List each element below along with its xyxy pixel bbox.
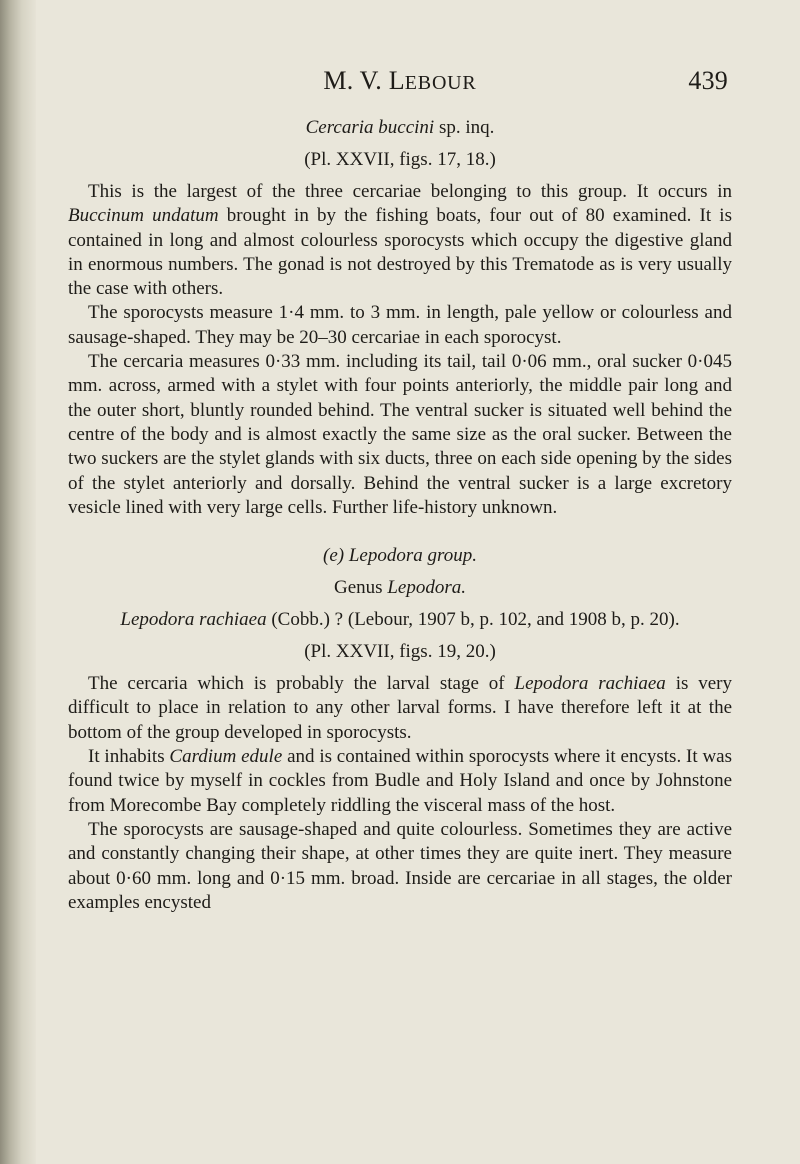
text-run: and is contained within sporocysts where it encysts. It was found twice by myself in cockles from Budle and Holy Island and once by Johnstone from Morecombe Bay completely riddling the visceral mass of the host.: [68, 746, 732, 816]
species-name: Cardium edule: [169, 746, 283, 768]
species-name: Lepodora rachiaea: [514, 673, 666, 695]
genus-heading: [68, 574, 732, 602]
book-binding-shadow: [0, 0, 36, 1164]
running-head-author: [68, 66, 732, 96]
paragraph: [68, 745, 732, 818]
species-name: Buccinum undatum: [68, 205, 219, 227]
group-heading-text: (e) Lepodora group.: [323, 545, 477, 567]
paragraph: The sporocysts are sausage-shaped and quite colourless. Sometimes they are active and constantly changing their shape, at other times they are quite inert. They measure about 0·60 mm. long and 0·15 mm. broad. Inside are cercariae in all stages, the older examples encysted: [68, 818, 732, 913]
page-number: 439: [688, 66, 728, 95]
text-run: brought in by the fishing boats, four out of 80 examined. It is contained in long and almost colourless sporocysts which occupy the digestive gland in enormous numbers. The gonad is not destroyed by this Trematode as is very usually the case with others.: [68, 205, 732, 300]
group-heading: [68, 542, 732, 570]
author-surname-rest: EBOUR: [404, 72, 477, 94]
paragraph: The sporocysts measure 1·4 mm. to 3 mm. in length, pale yellow or colourless and sausage-shaped. They may be 20–30 cercariae in each sporocyst.: [68, 302, 732, 348]
species-name: Lepodora rachiaea: [120, 609, 267, 631]
plate-reference: (Pl. XXVII, figs. 19, 20.): [304, 641, 496, 663]
paragraph: [68, 180, 732, 301]
text-run: The cercaria which is probably the larval stage of: [88, 673, 515, 695]
page-content: [68, 66, 732, 915]
plate-reference: (Pl. XXVII, figs. 17, 18.): [304, 149, 496, 170]
genus-name: Lepodora.: [387, 577, 466, 599]
species-title: Cercaria buccini: [305, 117, 435, 138]
text-run: It inhabits: [88, 746, 170, 768]
species-reference: (Cobb.) ? (Lebour, 1907 b, p. 102, and 1908 b, p. 20).: [266, 609, 680, 631]
text-run: This is the largest of the three cercariae belonging to this group. It occurs in: [88, 181, 732, 202]
species-heading: [68, 606, 732, 634]
species-title-suffix: sp. inq.: [434, 117, 495, 138]
running-head: [68, 66, 732, 106]
text-run: is very difficult to place in relation to any other larval forms. I have therefore left it at the bottom of the group developed in sporocysts.: [68, 673, 732, 743]
author-initials: M. V. L: [323, 66, 405, 95]
paragraph: [68, 672, 732, 745]
section-title: [68, 114, 732, 142]
genus-prefix: Genus: [334, 577, 388, 599]
paragraph: The cercaria measures 0·33 mm. including its tail, tail 0·06 mm., oral sucker 0·045 mm. across, armed with a stylet with four points anteriorly, the middle pair long and the outer short, bluntly rounded behind. The ventral sucker is situated well behind the centre of the body and is almost exactly the same size as the oral sucker. Between the two suckers are the stylet glands with six ducts, three on each side opening by the sides of the stylet anteriorly and dorsally. Behind the ventral sucker is a large excretory vesicle lined with very large cells. Further life-history unknown.: [68, 351, 732, 518]
